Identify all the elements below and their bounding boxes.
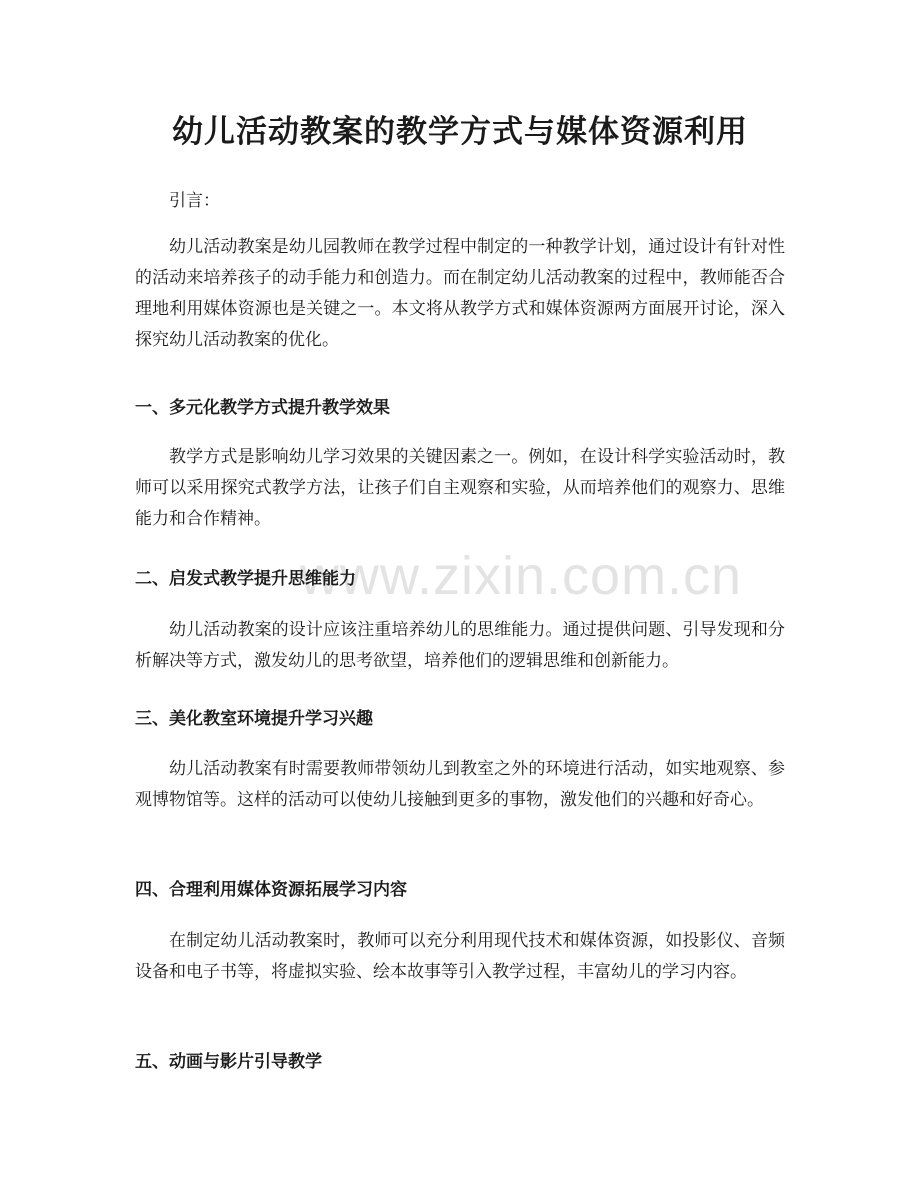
section-heading-1: 一、多元化教学方式提升教学效果 <box>135 398 390 418</box>
section-body-2: 幼儿活动教案的设计应该注重培养幼儿的思维能力。通过提供问题、引导发现和分析解决等方式，激发幼儿的思考欲望，培养他们的逻辑思维和创新能力。 <box>135 620 785 671</box>
section-heading-5: 五、动画与影片引导教学 <box>135 1052 322 1072</box>
section-heading-2: 二、启发式教学提升思维能力 <box>135 569 356 589</box>
intro-paragraph: 幼儿活动教案是幼儿园教师在教学过程中制定的一种教学计划，通过设计有针对性的活动来培养孩子的动手能力和创造力。而在制定幼儿活动教案的过程中，教师能否合理地利用媒体资源也是关键之一。本文将从教学方式和媒体资源两方面展开讨论，深入探究幼儿活动教案的优化。 <box>135 237 785 350</box>
watermark: www.zixin.com.cn <box>300 546 743 606</box>
section-body-1: 教学方式是影响幼儿学习效果的关键因素之一。例如，在设计科学实验活动时，教师可以采用探究式教学方法，让孩子们自主观察和实验，从而培养他们的观察力、思维能力和合作精神。 <box>135 447 785 529</box>
document-title: 幼儿活动教案的教学方式与媒体资源利用 <box>172 114 748 150</box>
section-body-4: 在制定幼儿活动教案时，教师可以充分利用现代技术和媒体资源，如投影仪、音频设备和电子书等，将虚拟实验、绘本故事等引入教学过程，丰富幼儿的学习内容。 <box>135 931 785 982</box>
intro-label: 引言： <box>169 191 220 211</box>
section-heading-4: 四、合理利用媒体资源拓展学习内容 <box>135 880 407 900</box>
section-heading-3: 三、美化教室环境提升学习兴趣 <box>135 709 373 729</box>
section-body-3: 幼儿活动教案有时需要教师带领幼儿到教室之外的环境进行活动，如实地观察、参观博物馆等。这样的活动可以使幼儿接触到更多的事物，激发他们的兴趣和好奇心。 <box>135 759 785 810</box>
